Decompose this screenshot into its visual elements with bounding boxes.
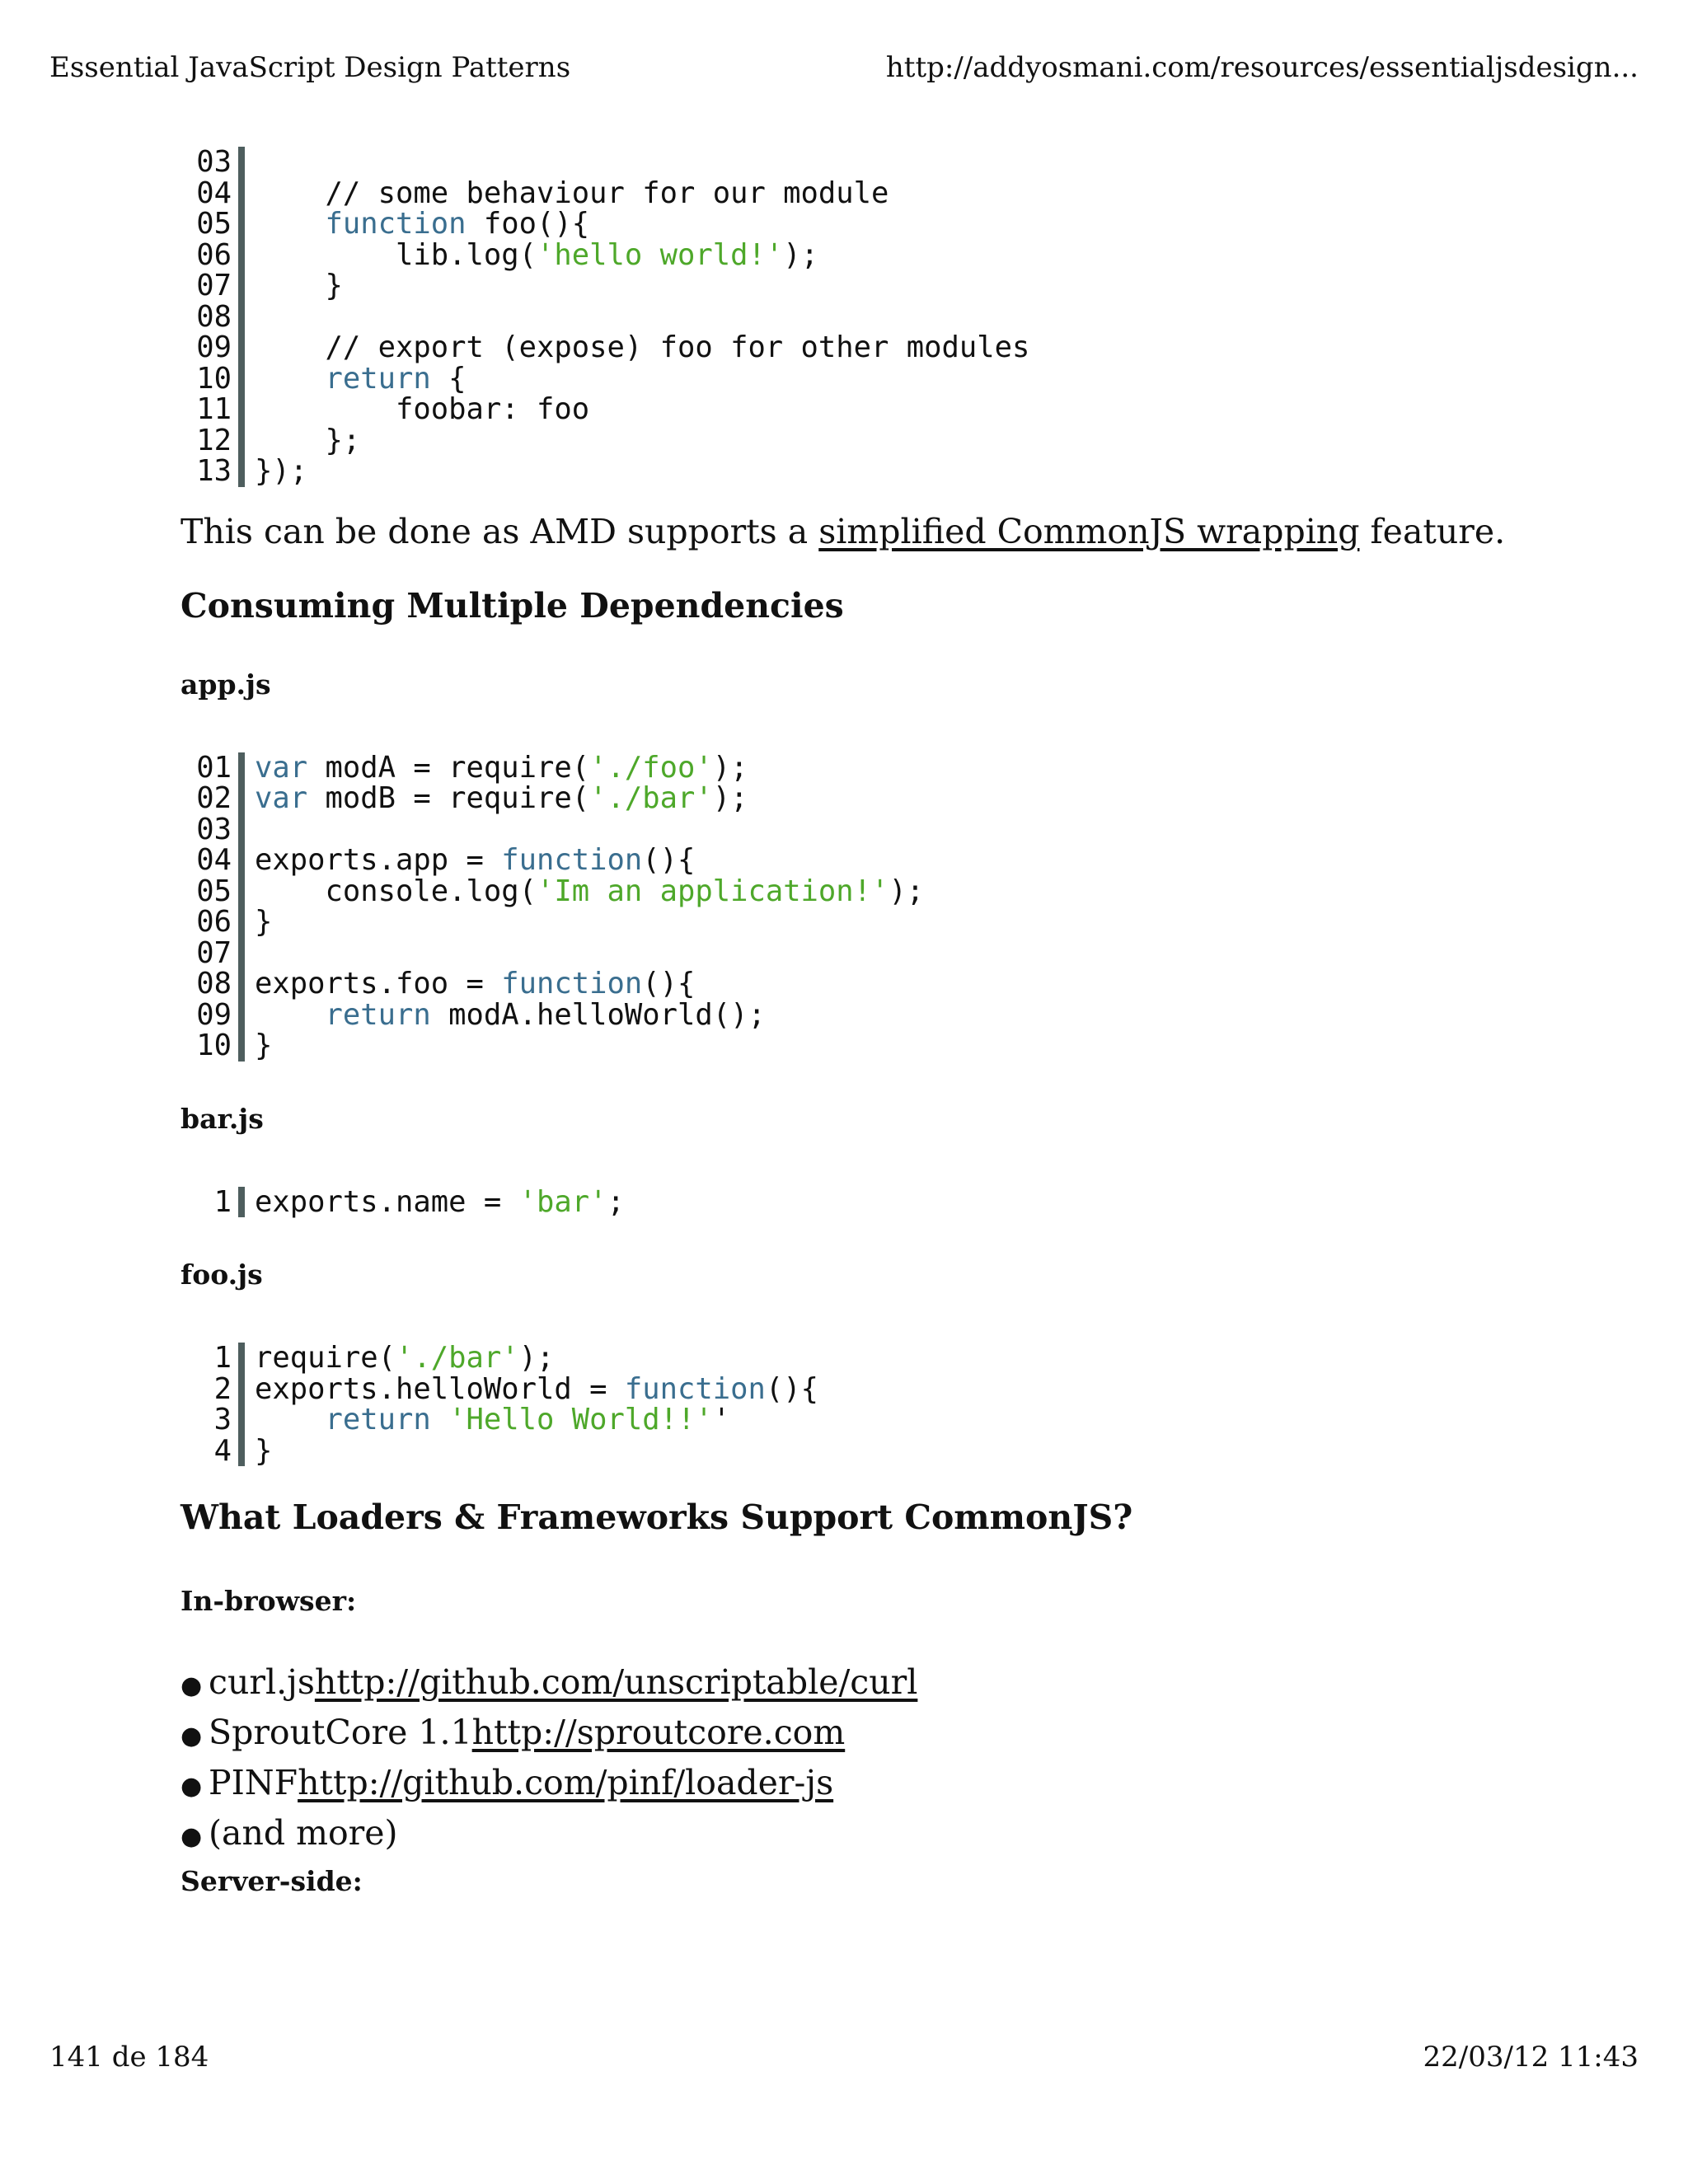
code-keyword: function bbox=[624, 1371, 766, 1406]
code-text bbox=[255, 814, 272, 846]
line-number: 09 bbox=[196, 330, 232, 364]
footer-datetime: 22/03/12 11:43 bbox=[1423, 2041, 1639, 2074]
code-token: }); bbox=[255, 454, 308, 488]
gutter-bar bbox=[238, 147, 245, 178]
label-app-js: app.js bbox=[181, 668, 271, 701]
code-string: 'Im an application!' bbox=[536, 874, 889, 908]
line-number: 06 bbox=[196, 905, 232, 939]
gutter-bar bbox=[238, 876, 245, 907]
code-line bbox=[181, 997, 1631, 1032]
line-number: 11 bbox=[196, 392, 232, 426]
code-text bbox=[255, 456, 307, 487]
gutter-bar bbox=[238, 302, 245, 333]
code-line bbox=[181, 935, 1631, 970]
commonjs-wrapping-link[interactable]: simplified CommonJS wrapping bbox=[818, 511, 1360, 551]
line-number: 03 bbox=[196, 145, 232, 179]
code-text bbox=[255, 1433, 273, 1468]
code-token: ); bbox=[889, 874, 925, 908]
code-text bbox=[255, 363, 467, 395]
code-token: foobar: foo bbox=[255, 392, 590, 426]
loader-name: curl.js bbox=[209, 1662, 315, 1702]
gutter-bar bbox=[238, 178, 245, 209]
code-line bbox=[181, 270, 1631, 302]
line-number: 03 bbox=[196, 812, 232, 846]
gutter-bar bbox=[238, 938, 245, 969]
line-number: 04 bbox=[196, 843, 232, 877]
code-keyword: function bbox=[501, 843, 643, 877]
code-string: './foo' bbox=[589, 750, 713, 785]
list-item bbox=[181, 1709, 1631, 1760]
code-token: modA.helloWorld(); bbox=[430, 997, 766, 1032]
label-in-browser: In-browser: bbox=[181, 1585, 357, 1617]
gutter-bar bbox=[238, 425, 245, 457]
code-token: } bbox=[255, 905, 273, 939]
label-bar-js: bar.js bbox=[181, 1102, 264, 1135]
bullet-icon: ● bbox=[181, 1722, 203, 1750]
code-line bbox=[181, 1030, 1631, 1062]
gutter-bar bbox=[238, 1000, 245, 1031]
code-block-module bbox=[181, 147, 1631, 487]
running-header-title: Essential JavaScript Design Patterns bbox=[49, 51, 571, 84]
gutter-bar bbox=[238, 456, 245, 487]
code-token: (){ bbox=[642, 967, 696, 1001]
code-token: // some behaviour for our module bbox=[255, 176, 889, 210]
gutter-bar bbox=[238, 394, 245, 425]
code-token: modA = require( bbox=[307, 750, 590, 785]
gutter-bar bbox=[238, 270, 245, 302]
code-block-foo-js bbox=[181, 1343, 1631, 1466]
code-token: ; bbox=[607, 1184, 625, 1219]
code-line bbox=[181, 1371, 1631, 1406]
code-token: // export (expose) foo for other modules bbox=[255, 330, 1030, 364]
gutter-bar bbox=[238, 752, 245, 784]
gutter-bar bbox=[238, 363, 245, 395]
code-token bbox=[431, 1403, 448, 1436]
loader-name: PINF bbox=[209, 1763, 298, 1802]
code-token bbox=[255, 998, 326, 1032]
code-line bbox=[181, 814, 1631, 846]
code-text bbox=[255, 237, 818, 272]
code-text bbox=[255, 938, 272, 969]
line-number: 1 bbox=[213, 1341, 232, 1375]
code-string: './bar' bbox=[395, 1341, 519, 1375]
code-text bbox=[255, 752, 748, 784]
bullet-icon: ● bbox=[181, 1772, 203, 1801]
code-token: exports.helloWorld = bbox=[255, 1371, 625, 1406]
line-number: 4 bbox=[213, 1433, 232, 1468]
code-line bbox=[181, 752, 1631, 784]
line-number: 13 bbox=[196, 454, 232, 488]
code-token: ); bbox=[712, 750, 748, 785]
gutter-bar bbox=[238, 907, 245, 938]
amd-paragraph bbox=[181, 510, 1631, 553]
gutter-bar bbox=[238, 1343, 245, 1374]
code-keyword: return bbox=[325, 997, 431, 1032]
code-line bbox=[181, 394, 1631, 425]
gutter-bar bbox=[238, 783, 245, 814]
code-line bbox=[181, 968, 1631, 1000]
heading-consuming-dependencies: Consuming Multiple Dependencies bbox=[181, 585, 844, 626]
code-line bbox=[181, 147, 1631, 178]
gutter-bar bbox=[238, 240, 245, 271]
code-token: foo(){ bbox=[466, 207, 590, 241]
loader-name: SproutCore 1.1 bbox=[209, 1713, 472, 1752]
code-text bbox=[255, 394, 589, 425]
code-line bbox=[181, 907, 1631, 938]
line-number: 02 bbox=[196, 781, 232, 815]
code-token: console.log( bbox=[255, 874, 537, 908]
code-line bbox=[181, 456, 1631, 487]
code-keyword: var bbox=[255, 781, 308, 815]
code-line bbox=[181, 876, 1631, 907]
code-text bbox=[255, 968, 695, 1000]
code-line bbox=[181, 209, 1631, 240]
heading-loaders-frameworks: What Loaders & Frameworks Support CommonJS? bbox=[181, 1497, 1133, 1537]
code-string: 'bar' bbox=[518, 1184, 607, 1219]
code-keyword: var bbox=[255, 750, 308, 785]
line-number: 10 bbox=[196, 1029, 232, 1062]
code-token bbox=[255, 362, 326, 396]
line-number: 08 bbox=[196, 299, 232, 334]
code-text bbox=[255, 178, 889, 209]
line-number: 3 bbox=[213, 1403, 232, 1436]
gutter-bar bbox=[238, 209, 245, 240]
code-text bbox=[255, 1184, 625, 1219]
list-item bbox=[181, 1760, 1631, 1810]
gutter-bar bbox=[238, 814, 245, 846]
gutter-bar bbox=[238, 1436, 245, 1467]
code-keyword: function bbox=[325, 207, 467, 241]
loader-link[interactable]: http://sproutcore.com bbox=[471, 1713, 846, 1752]
bullet-icon: ● bbox=[181, 1671, 203, 1700]
code-token: } bbox=[255, 1029, 273, 1062]
footer-page-number: 141 de 184 bbox=[49, 2041, 209, 2074]
code-text bbox=[255, 845, 695, 876]
code-string: 'Hello World!!' bbox=[448, 1403, 713, 1436]
code-line bbox=[181, 1343, 1631, 1374]
code-text bbox=[255, 997, 766, 1032]
code-keyword: function bbox=[501, 967, 643, 1001]
code-text bbox=[255, 1343, 554, 1374]
code-token: }; bbox=[255, 423, 361, 457]
code-string: './bar' bbox=[589, 781, 713, 815]
bullet-icon: ● bbox=[181, 1822, 203, 1851]
code-text bbox=[255, 783, 748, 814]
gutter-bar bbox=[238, 1187, 245, 1218]
label-server-side: Server-side: bbox=[181, 1865, 363, 1897]
para-text-after: feature. bbox=[1359, 511, 1506, 551]
gutter-bar bbox=[238, 968, 245, 1000]
code-line bbox=[181, 1184, 1631, 1219]
code-token: ); bbox=[783, 237, 818, 272]
loader-link[interactable]: http://github.com/pinf/loader-js bbox=[298, 1763, 834, 1802]
code-line bbox=[181, 178, 1631, 209]
code-line bbox=[181, 425, 1631, 457]
code-text bbox=[255, 302, 272, 333]
code-token: ); bbox=[518, 1341, 555, 1375]
code-token: modB = require( bbox=[307, 781, 590, 815]
code-line bbox=[181, 363, 1631, 395]
loader-link[interactable]: http://github.com/unscriptable/curl bbox=[314, 1662, 918, 1702]
line-number: 07 bbox=[196, 935, 232, 970]
code-token: exports.app = bbox=[255, 843, 502, 877]
gutter-bar bbox=[238, 332, 245, 363]
code-token bbox=[255, 1403, 326, 1436]
line-number: 08 bbox=[196, 967, 232, 1001]
code-block-app-js bbox=[181, 752, 1631, 1062]
code-token: (){ bbox=[765, 1371, 818, 1406]
code-string: 'hello world!' bbox=[536, 237, 784, 272]
code-keyword: return bbox=[325, 361, 431, 396]
code-token: require( bbox=[255, 1341, 396, 1375]
code-keyword: return bbox=[325, 1403, 431, 1436]
list-item bbox=[181, 1810, 1631, 1860]
code-text bbox=[255, 907, 272, 938]
line-number: 1 bbox=[213, 1184, 232, 1219]
line-number: 12 bbox=[196, 423, 232, 457]
gutter-bar bbox=[238, 1030, 245, 1062]
code-text bbox=[255, 425, 360, 457]
code-line bbox=[181, 299, 1631, 334]
label-foo-js: foo.js bbox=[181, 1258, 263, 1291]
page-content bbox=[181, 147, 1631, 1900]
code-line bbox=[181, 783, 1631, 814]
code-text bbox=[255, 1371, 818, 1406]
loader-list bbox=[181, 1659, 1631, 1860]
code-line bbox=[181, 1404, 1631, 1436]
code-token: } bbox=[255, 1433, 273, 1468]
code-token: } bbox=[255, 269, 343, 302]
code-line bbox=[181, 845, 1631, 876]
code-text bbox=[255, 1404, 730, 1436]
code-block-bar-js bbox=[181, 1184, 1631, 1219]
line-number: 09 bbox=[196, 997, 232, 1032]
code-text bbox=[255, 1030, 272, 1062]
code-text bbox=[255, 209, 589, 240]
gutter-bar bbox=[238, 1404, 245, 1436]
line-number: 07 bbox=[196, 269, 232, 302]
code-token: ); bbox=[712, 781, 748, 815]
code-text bbox=[255, 147, 272, 178]
code-token: exports.name = bbox=[255, 1184, 519, 1219]
code-token: (){ bbox=[642, 843, 696, 877]
code-line bbox=[181, 332, 1631, 363]
gutter-bar bbox=[238, 845, 245, 876]
line-number: 2 bbox=[213, 1371, 232, 1406]
code-line bbox=[181, 1433, 1631, 1468]
code-text bbox=[255, 270, 343, 302]
code-token: lib.log( bbox=[255, 237, 537, 272]
code-text bbox=[255, 876, 924, 907]
code-line bbox=[181, 237, 1631, 272]
para-text-before: This can be done as AMD supports a bbox=[181, 511, 819, 551]
code-token: exports.foo = bbox=[255, 967, 502, 1001]
running-header-url: http://addyosmani.com/resources/essentialjsdesign... bbox=[885, 51, 1639, 84]
line-number: 01 bbox=[196, 750, 232, 785]
line-number: 10 bbox=[196, 361, 232, 396]
line-number: 04 bbox=[196, 176, 232, 210]
code-token: { bbox=[430, 361, 467, 396]
line-number: 05 bbox=[196, 874, 232, 908]
code-token bbox=[255, 207, 326, 241]
code-token: ' bbox=[712, 1403, 731, 1436]
loader-name: (and more) bbox=[209, 1813, 398, 1853]
line-number: 05 bbox=[196, 207, 232, 241]
line-number: 06 bbox=[196, 237, 232, 272]
list-item bbox=[181, 1659, 1631, 1709]
gutter-bar bbox=[238, 1374, 245, 1405]
code-text bbox=[255, 332, 1029, 363]
